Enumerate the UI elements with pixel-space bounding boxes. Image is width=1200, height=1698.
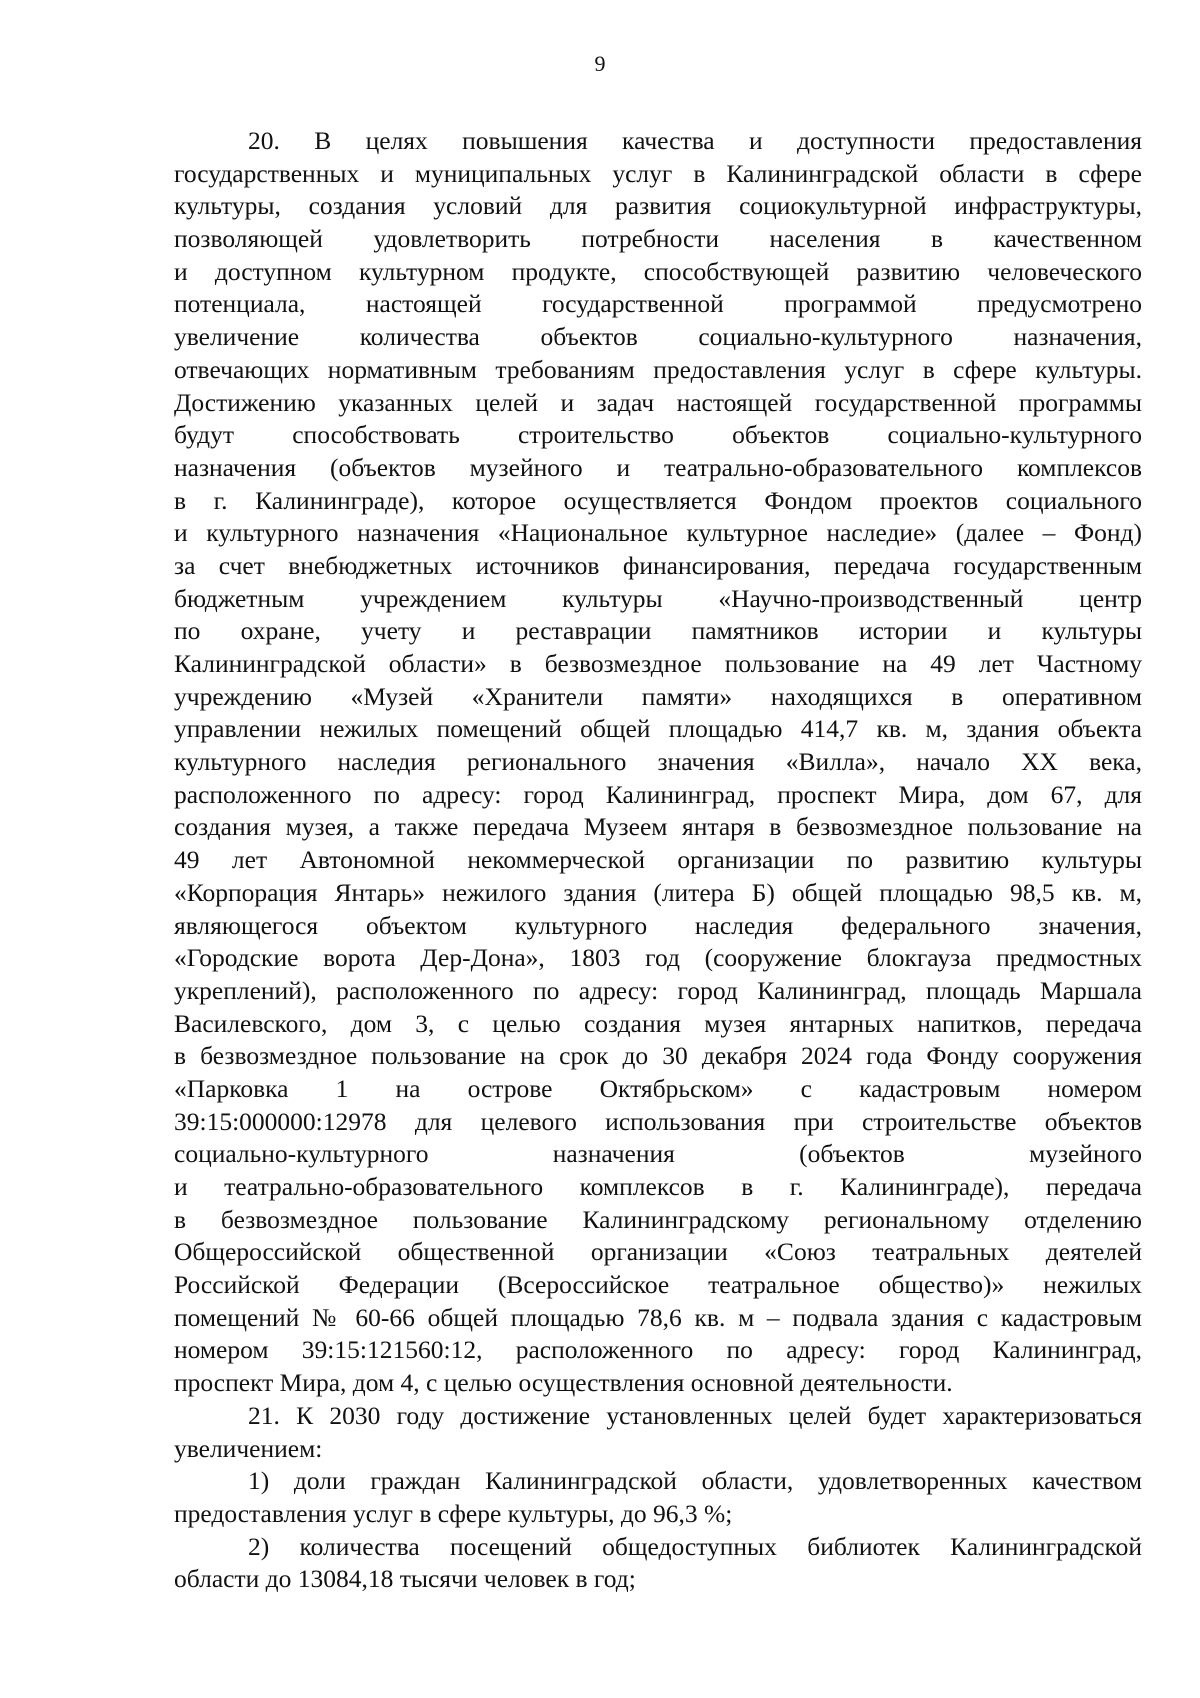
text-line: Калининградской области» в безвозмездное пользование на 49 лет Частному [174,649,1142,678]
text-line: в безвозмездное пользование на срок до 30 декабря 2024 года Фонду сооружения [174,1041,1142,1071]
paragraph-20 [174,125,1142,1400]
text-line: бюджетным учреждением культуры «Научно-производственный центр [174,583,1142,613]
paragraph-21-item-1 [174,1465,1142,1530]
text-line: позволяющей удовлетворить потребности населения в качественном [174,224,1142,254]
text-line: по охране, учету и реставрации памятников истории и культуры [174,616,1142,646]
text-line: и театрально-образовательного комплексов в г. Калининграде), передача [174,1172,1142,1201]
text-line: «Городские ворота Дер-Дона», 1803 год (сооружение блокгауза предмостных [174,943,1142,973]
text-line: проспект Мира, дом 4, с целью осуществления основной деятельности. [174,1368,953,1398]
text-line: «Корпорация Янтарь» нежилого здания (литера Б) общей площадью 98,5 кв. м, [174,877,1142,907]
paragraph-21 [174,1400,1142,1465]
text-line: 2) количества посещений общедоступных библиотек Калининградской [248,1531,1142,1561]
text-line: учреждению «Музей «Хранители памяти» находящихся в оперативном [174,681,1142,711]
text-line: 39:15:000000:12978 для целевого использования при строительстве объектов [174,1106,1142,1136]
text-line: назначения (объектов музейного и театрально-образовательного комплексов [174,452,1142,482]
paragraph-21-item-2 [174,1531,1142,1596]
text-line: отвечающих нормативным требованиям предоставления услуг в сфере культуры. [174,354,1142,384]
text-line: являющегося объектом культурного наследия федерального значения, [174,910,1142,940]
text-line: и доступном культурном продукте, способствующей развитию человеческого [174,256,1142,286]
text-line: расположенного по адресу: город Калининград, проспект Мира, дом 67, для [174,779,1142,809]
text-line: Российской Федерации (Всероссийское театральное общество)» нежилых [174,1270,1142,1300]
document-body [174,125,1142,1596]
text-line: социально-культурного назначения (объектов музейного [174,1139,1142,1169]
text-line: предоставления услуг в сфере культуры, до 96,3 %; [174,1498,733,1528]
text-line: в г. Калининграде), которое осуществляется Фондом проектов социального [174,485,1142,515]
text-line: помещений № 60-66 общей площадью 78,6 кв. м – подвала здания с кадастровым [174,1302,1142,1332]
text-line: управлении нежилых помещений общей площадью 414,7 кв. м, здания объекта [174,714,1142,744]
text-line: культуры, создания условий для развития социокультурной инфраструктуры, [174,191,1142,221]
text-line: 49 лет Автономной некоммерческой организации по развитию культуры [174,845,1142,875]
text-line: области до 13084,18 тысячи человек в год; [174,1564,636,1594]
text-line: номером 39:15:121560:12, расположенного по адресу: город Калининград, [174,1335,1142,1365]
text-line: «Парковка 1 на острове Октябрьском» с кадастровым номером [174,1073,1142,1103]
text-line: потенциала, настоящей государственной программой предусмотрено [174,289,1142,319]
text-line: создания музея, а также передача Музеем янтаря в безвозмездное пользование на [174,812,1142,842]
text-line: 1) доли граждан Калининградской области, удовлетворенных качеством [248,1466,1142,1496]
text-line: Общероссийской общественной организации «Союз театральных деятелей [174,1237,1142,1267]
text-line: увеличением: [174,1433,323,1463]
text-line: и культурного назначения «Национальное культурное наследие» (далее – Фонд) [174,518,1142,548]
text-line: культурного наследия регионального значения «Вилла», начало XX века, [174,747,1142,777]
text-line: за счет внебюджетных источников финансирования, передача государственным [174,550,1142,580]
text-line: будут способствовать строительство объектов социально-культурного [174,420,1142,450]
text-line: 20. В целях повышения качества и доступности предоставления [248,126,1142,155]
text-line: в безвозмездное пользование Калининградскому региональному отделению [174,1204,1142,1234]
text-line: Достижению указанных целей и задач настоящей государственной программы [174,387,1142,417]
text-line: 21. К 2030 году достижение установленных целей будет характеризоваться [248,1400,1142,1430]
text-line: укреплений), расположенного по адресу: город Калининград, площадь Маршала [174,975,1142,1005]
text-line: Василевского, дом 3, с целью создания музея янтарных напитков, передача [174,1008,1142,1038]
text-line: государственных и муниципальных услуг в Калининградской области в сфере [174,158,1142,188]
page-number: 9 [594,51,606,76]
text-line: увеличение количества объектов социально-культурного назначения, [174,322,1142,352]
